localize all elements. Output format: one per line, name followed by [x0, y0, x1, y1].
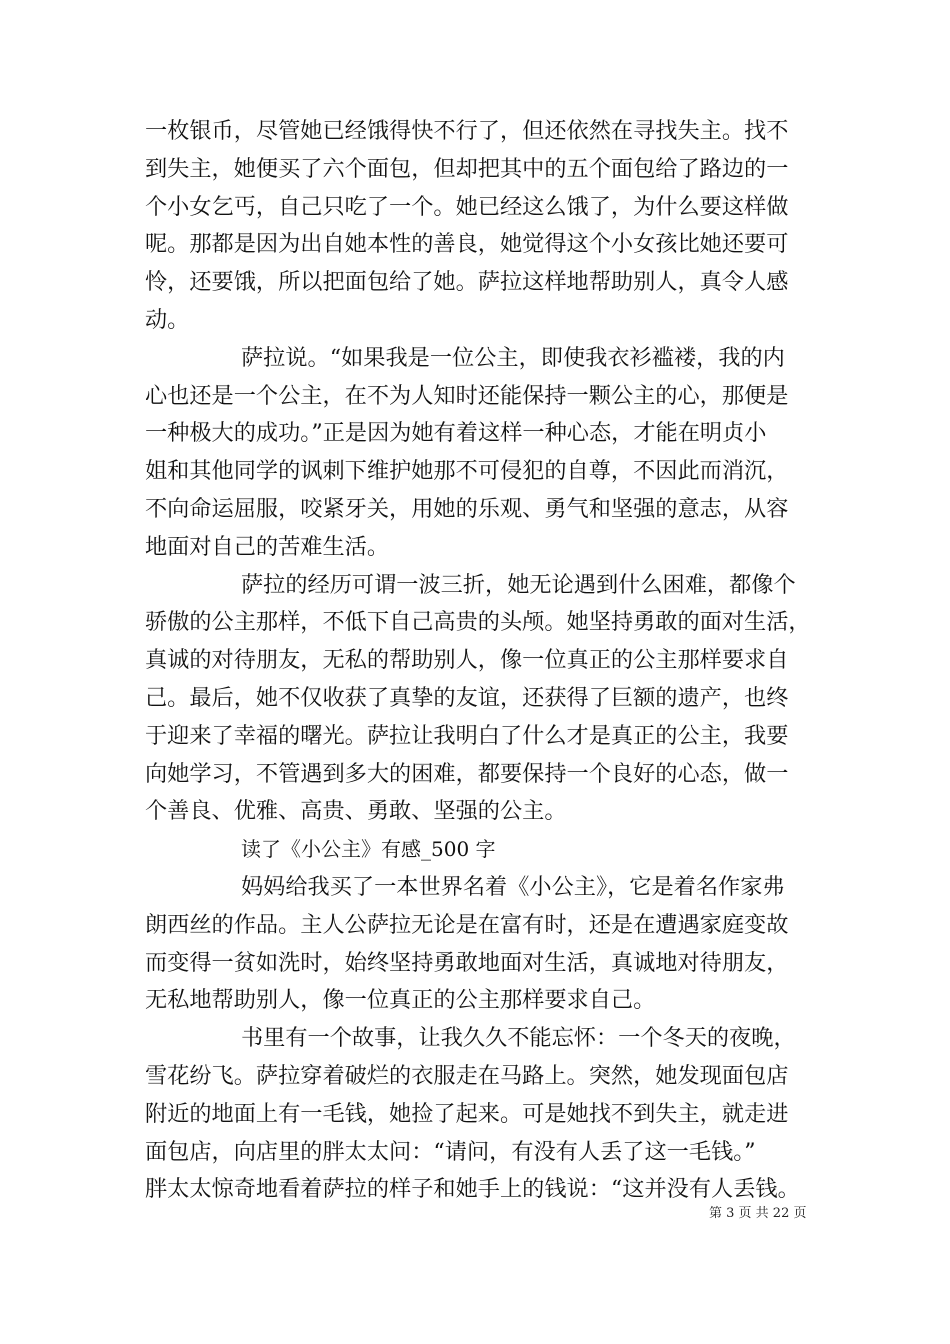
text-line: 骄傲的公主那样，不低下自己高贵的头颅。她坚持勇敢的面对生活， — [145, 609, 811, 636]
paragraph-start-line: 妈妈给我买了一本世界名着《小公主》，它是着名作家弗 — [241, 873, 785, 900]
text-line: 心也还是一个公主，在不为人知时还能保持一颗公主的心，那便是 — [145, 382, 789, 409]
text-line: 不向命运屈服，咬紧牙关，用她的乐观、勇气和坚强的意志，从容 — [145, 495, 789, 522]
text-line: 怜，还要饿，所以把面包给了她。萨拉这样地帮助别人，真令人感 — [145, 269, 789, 296]
text-line: 地面对自己的苦难生活。 — [145, 533, 390, 560]
text-line: 动。 — [145, 306, 190, 333]
text-line: 呢。那都是因为出自她本性的善良，她觉得这个小女孩比她还要可 — [145, 231, 789, 258]
text-line: 而变得一贫如洗时，始终坚持勇敢地面对生活，真诚地对待朋友， — [145, 949, 789, 976]
body-text — [145, 113, 813, 1209]
text-line: 雪花纷飞。萨拉穿着破烂的衣服走在马路上。突然，她发现面包店 — [145, 1062, 789, 1089]
text-line: 一枚银币，尽管她已经饿得快不行了，但还依然在寻找失主。找不 — [145, 118, 789, 144]
text-line: 于迎来了幸福的曙光。萨拉让我明白了什么才是真正的公主，我要 — [145, 722, 789, 749]
text-line: 朗西丝的作品。主人公萨拉无论是在富有时，还是在遭遇家庭变故 — [145, 911, 789, 938]
article-title: 读了《小公主》有感_500 字 — [241, 837, 496, 862]
text-line: 面包店，向店里的胖太太问：“请问，有没有人丢了这一毛钱。” — [145, 1138, 756, 1165]
paragraph-start-line: 萨拉的经历可谓一波三折，她无论遇到什么困难，都像个 — [241, 571, 796, 598]
text-line: 向她学习，不管遇到多大的困难，都要保持一个良好的心态，做一 — [145, 760, 789, 787]
text-line: 到失主，她便买了六个面包，但却把其中的五个面包给了路边的一 — [145, 155, 789, 182]
text-line: 个小女乞丐，自己只吃了一个。她已经这么饿了，为什么要这样做 — [145, 193, 789, 220]
text-line: 附近的地面上有一毛钱，她捡了起来。可是她找不到失主，就走进 — [145, 1100, 789, 1127]
text-line: 己。最后，她不仅收获了真挚的友谊，还获得了巨额的遗产，也终 — [145, 684, 789, 711]
text-line: 个善良、优雅、高贵、勇敢、坚强的公主。 — [145, 798, 567, 825]
page-footer: 第 3 页 共 22 页 — [709, 1206, 807, 1221]
text-line: 胖太太惊奇地看着萨拉的样子和她手上的钱说：“这并没有人丢钱。 — [145, 1176, 800, 1203]
text-line: 姐和其他同学的讽刺下维护她那不可侵犯的自尊，不因此而消沉， — [145, 458, 789, 485]
paragraph-start-line: 书里有一个故事，让我久久不能忘怀：一个冬天的夜晚， — [241, 1025, 796, 1052]
text-line: 真诚的对待朋友，无私的帮助别人，像一位真正的公主那样要求自 — [145, 647, 789, 674]
paragraph-start-line: 萨拉说。“如果我是一位公主，即使我衣衫褴褛，我的内 — [241, 344, 785, 371]
text-line: 一种极大的成功。”正是因为她有着这样一种心态，才能在明贞小 — [145, 420, 767, 447]
text-line: 无私地帮助别人，像一位真正的公主那样要求自己。 — [145, 987, 656, 1014]
